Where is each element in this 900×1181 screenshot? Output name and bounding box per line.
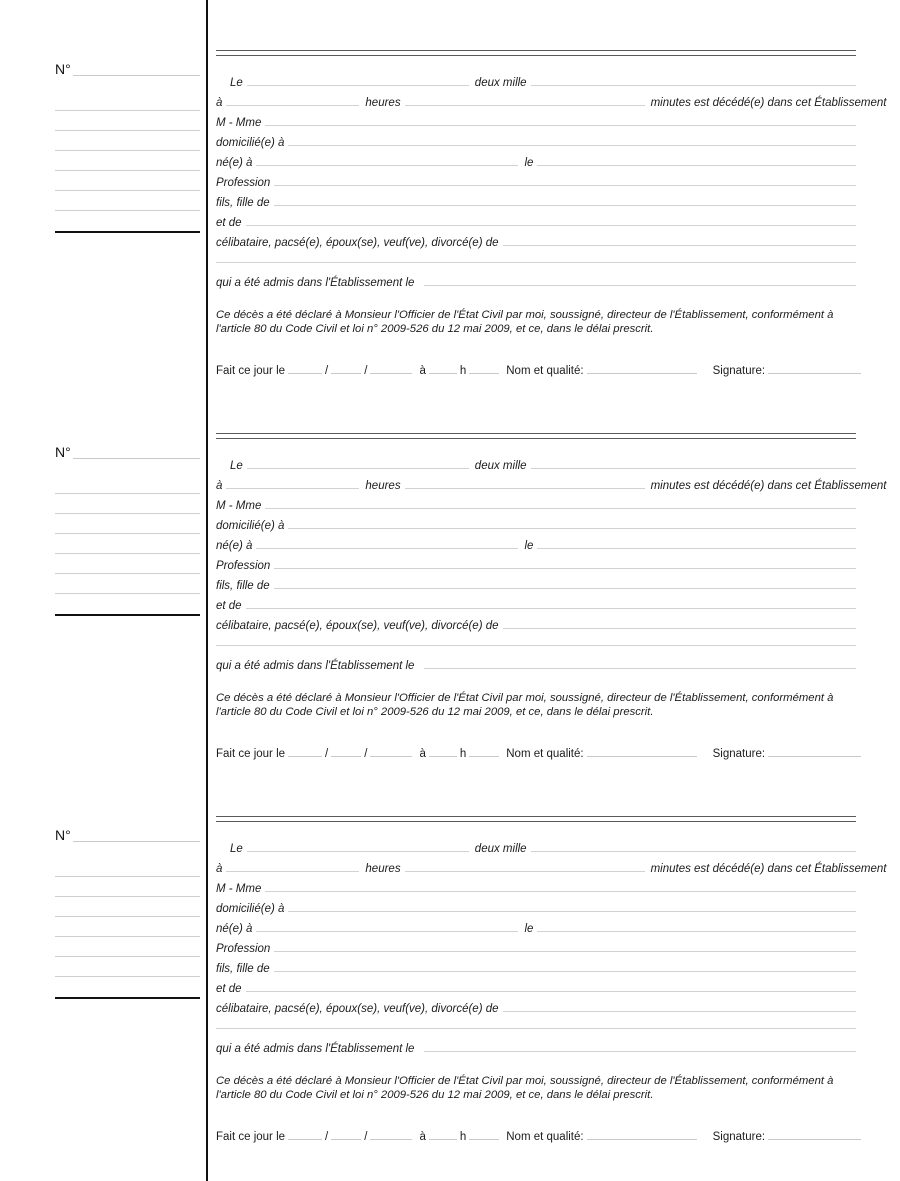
label-le: Le [230, 77, 243, 89]
input-date-naissance[interactable] [537, 920, 856, 932]
stub-blank-line[interactable] [55, 493, 200, 494]
input-nom[interactable] [265, 880, 856, 892]
field-row-date [216, 457, 856, 473]
label-etat-civil: célibataire, pacsé(e), époux(se), veuf(ve), divorcé(e) de [216, 620, 499, 632]
label-minutes-deces: minutes est décédé(e) dans cet Établissement [650, 480, 887, 492]
input-filiation-2[interactable] [246, 980, 856, 992]
stub-blank-line[interactable] [55, 876, 200, 877]
record-block [0, 812, 900, 1181]
record-form [206, 46, 900, 429]
label-ne-a: né(e) à [216, 157, 253, 169]
input-lieu-naissance[interactable] [256, 537, 518, 549]
field-row-date [216, 74, 856, 90]
input-nom-qualite[interactable] [587, 1127, 697, 1140]
label-profession: Profession [216, 560, 271, 572]
label-a-heure: à [216, 480, 223, 492]
field-row-domicile [216, 900, 856, 916]
input-annee[interactable] [531, 457, 856, 469]
stub-blank-line[interactable] [55, 936, 200, 937]
input-etat-civil-continuation[interactable] [216, 262, 856, 263]
declaration-paragraph: Ce décès a été déclaré à Monsieur l'Officier de l'État Civil par moi, soussigné, directeur de l'Établissement, conformément à l'article 80 du Code Civil et loi n° 2009-526 du 12 mai 2009, et ce, dans le délai prescrit. [216, 309, 834, 335]
input-minutes[interactable] [405, 94, 645, 106]
label-fait-ce-jour-le: Fait ce jour le [216, 365, 286, 377]
declaration-paragraph: Ce décès a été déclaré à Monsieur l'Officier de l'État Civil par moi, soussigné, directeur de l'Établissement, conformément à l'article 80 du Code Civil et loi n° 2009-526 du 12 mai 2009, et ce, dans le délai prescrit. [216, 692, 834, 718]
input-nom[interactable] [265, 114, 856, 126]
label-et-de: et de [216, 217, 242, 229]
input-date-naissance[interactable] [537, 154, 856, 166]
label-m-mme: M - Mme [216, 117, 262, 129]
label-fils-fille-de: fils, fille de [216, 197, 270, 209]
stub-number-row[interactable] [55, 828, 200, 842]
field-row-naissance [216, 920, 856, 936]
label-m-mme: M - Mme [216, 500, 262, 512]
input-minute-footer[interactable] [469, 361, 499, 374]
stub-number-label: N° [55, 444, 71, 460]
field-row-nom [216, 114, 856, 130]
record-top-double-rule [216, 816, 856, 822]
label-signature: Signature: [712, 365, 766, 377]
label-et-de: et de [216, 600, 242, 612]
field-row-profession [216, 940, 856, 956]
input-annee-footer[interactable] [370, 361, 412, 374]
input-etat-civil[interactable] [503, 1000, 856, 1012]
input-signature[interactable] [768, 1127, 861, 1140]
input-heures[interactable] [226, 477, 359, 489]
label-nom-et-qualite: Nom et qualité: [506, 748, 584, 760]
input-annee[interactable] [531, 74, 856, 86]
input-nom[interactable] [265, 497, 856, 509]
input-filiation-1[interactable] [274, 194, 856, 206]
field-row-filiation-1 [216, 960, 856, 976]
stub-blank-line[interactable] [55, 190, 200, 191]
field-row-etat-civil [216, 617, 856, 633]
input-jour[interactable] [288, 361, 322, 374]
stub-blank-line[interactable] [55, 956, 200, 957]
input-le-date[interactable] [247, 457, 469, 469]
input-domicile[interactable] [288, 134, 856, 146]
input-lieu-naissance[interactable] [256, 154, 518, 166]
label-h: h [459, 365, 467, 377]
input-etat-civil-continuation[interactable] [216, 1028, 856, 1029]
label-heures: heures [365, 480, 401, 492]
label-a-footer: à [419, 365, 426, 377]
field-row-admission [216, 1040, 856, 1056]
top-rule-upper [216, 816, 856, 817]
record-form [206, 812, 900, 1181]
label-le: Le [230, 843, 243, 855]
record-stub [0, 429, 206, 812]
label-heures: heures [365, 97, 401, 109]
top-rule-upper [216, 433, 856, 434]
field-row-heure [216, 477, 896, 493]
label-minutes-deces: minutes est décédé(e) dans cet Établissement [650, 97, 887, 109]
input-date-naissance[interactable] [537, 537, 856, 549]
footer-signature-row [216, 361, 861, 378]
label-m-mme: M - Mme [216, 883, 262, 895]
field-row-profession [216, 174, 856, 190]
input-domicile[interactable] [288, 517, 856, 529]
label-admission: qui a été admis dans l'Établissement le [216, 1043, 415, 1055]
label-h: h [459, 748, 467, 760]
label-le-naissance: le [524, 157, 534, 169]
label-admission: qui a été admis dans l'Établissement le [216, 660, 415, 672]
top-rule-lower [216, 438, 856, 439]
input-annee[interactable] [531, 840, 856, 852]
footer-signature-row [216, 1127, 861, 1144]
label-domicilie: domicilié(e) à [216, 520, 285, 532]
label-a-footer: à [419, 748, 426, 760]
label-domicilie: domicilié(e) à [216, 903, 285, 915]
stub-blank-line[interactable] [55, 110, 200, 111]
input-signature[interactable] [768, 361, 861, 374]
label-ne-a: né(e) à [216, 540, 253, 552]
label-a-footer: à [419, 1131, 426, 1143]
record-stub [0, 46, 206, 429]
stub-blank-line[interactable] [55, 170, 200, 171]
input-heure-footer[interactable] [429, 361, 457, 374]
field-row-etat-civil [216, 234, 856, 250]
input-jour[interactable] [288, 744, 322, 757]
label-minutes-deces: minutes est décédé(e) dans cet Établissement [650, 863, 887, 875]
stub-blank-line[interactable] [55, 573, 200, 574]
record-top-double-rule [216, 50, 856, 56]
label-slash-2: / [364, 1131, 368, 1143]
field-row-nom [216, 880, 856, 896]
label-admission: qui a été admis dans l'Établissement le [216, 277, 415, 289]
field-row-etat-civil [216, 1000, 856, 1016]
label-domicilie: domicilié(e) à [216, 137, 285, 149]
label-slash-2: / [364, 365, 368, 377]
stub-number-label: N° [55, 827, 71, 843]
stub-blank-line[interactable] [55, 593, 200, 594]
label-deux-mille: deux mille [474, 843, 527, 855]
input-nom-qualite[interactable] [587, 744, 697, 757]
input-heures[interactable] [226, 860, 359, 872]
input-heure-footer[interactable] [429, 744, 457, 757]
input-signature[interactable] [768, 744, 861, 757]
input-minutes[interactable] [405, 860, 645, 872]
stub-blank-line[interactable] [55, 150, 200, 151]
field-row-profession [216, 557, 856, 573]
declaration-paragraph: Ce décès a été déclaré à Monsieur l'Officier de l'État Civil par moi, soussigné, directeur de l'Établissement, conformément à l'article 80 du Code Civil et loi n° 2009-526 du 12 mai 2009, et ce, dans le délai prescrit. [216, 1075, 834, 1101]
top-rule-lower [216, 55, 856, 56]
stub-number-label: N° [55, 61, 71, 77]
label-nom-et-qualite: Nom et qualité: [506, 1131, 584, 1143]
input-heures[interactable] [226, 94, 359, 106]
label-et-de: et de [216, 983, 242, 995]
stub-bottom-border [55, 614, 200, 616]
label-nom-et-qualite: Nom et qualité: [506, 365, 584, 377]
record-top-double-rule [216, 433, 856, 439]
record-block [0, 46, 900, 429]
label-fait-ce-jour-le: Fait ce jour le [216, 1131, 286, 1143]
label-fils-fille-de: fils, fille de [216, 580, 270, 592]
input-filiation-2[interactable] [246, 214, 856, 226]
input-mois[interactable] [331, 1127, 361, 1140]
stub-blank-line[interactable] [55, 513, 200, 514]
input-annee-footer[interactable] [370, 1127, 412, 1140]
input-etat-civil[interactable] [503, 617, 856, 629]
input-minutes[interactable] [405, 477, 645, 489]
top-rule-upper [216, 50, 856, 51]
label-a-heure: à [216, 97, 223, 109]
input-etat-civil[interactable] [503, 234, 856, 246]
input-minute-footer[interactable] [469, 744, 499, 757]
stub-bottom-border [55, 231, 200, 233]
input-date-admission[interactable] [424, 274, 856, 286]
field-row-filiation-2 [216, 597, 856, 613]
label-ne-a: né(e) à [216, 923, 253, 935]
label-signature: Signature: [712, 748, 766, 760]
field-row-admission [216, 657, 856, 673]
stub-blank-line[interactable] [55, 896, 200, 897]
footer-signature-row [216, 744, 861, 761]
stub-number-input-rule[interactable] [73, 445, 200, 459]
input-mois[interactable] [331, 361, 361, 374]
input-filiation-1[interactable] [274, 577, 856, 589]
label-deux-mille: deux mille [474, 77, 527, 89]
field-row-domicile [216, 134, 856, 150]
field-row-naissance [216, 537, 856, 553]
input-annee-footer[interactable] [370, 744, 412, 757]
stub-blank-line[interactable] [55, 916, 200, 917]
field-row-date [216, 840, 856, 856]
input-jour[interactable] [288, 1127, 322, 1140]
label-etat-civil: célibataire, pacsé(e), époux(se), veuf(ve), divorcé(e) de [216, 237, 499, 249]
stub-number-row[interactable] [55, 445, 200, 459]
label-profession: Profession [216, 943, 271, 955]
label-le: Le [230, 460, 243, 472]
top-rule-lower [216, 821, 856, 822]
input-le-date[interactable] [247, 840, 469, 852]
label-h: h [459, 1131, 467, 1143]
input-date-admission[interactable] [424, 1040, 856, 1052]
input-minute-footer[interactable] [469, 1127, 499, 1140]
input-heure-footer[interactable] [429, 1127, 457, 1140]
stub-blank-line[interactable] [55, 210, 200, 211]
input-profession[interactable] [274, 174, 856, 186]
input-date-admission[interactable] [424, 657, 856, 669]
input-profession[interactable] [274, 557, 856, 569]
input-le-date[interactable] [247, 74, 469, 86]
label-signature: Signature: [712, 1131, 766, 1143]
field-row-filiation-2 [216, 980, 856, 996]
input-lieu-naissance[interactable] [256, 920, 518, 932]
field-row-nom [216, 497, 856, 513]
input-etat-civil-continuation[interactable] [216, 645, 856, 646]
label-deux-mille: deux mille [474, 460, 527, 472]
stub-number-input-rule[interactable] [73, 828, 200, 842]
field-row-filiation-2 [216, 214, 856, 230]
label-slash-1: / [325, 748, 329, 760]
record-form [206, 429, 900, 812]
record-stub [0, 812, 206, 1181]
label-a-heure: à [216, 863, 223, 875]
field-row-domicile [216, 517, 856, 533]
stub-blank-line[interactable] [55, 553, 200, 554]
field-row-heure [216, 94, 896, 110]
stub-blank-line[interactable] [55, 976, 200, 977]
label-fils-fille-de: fils, fille de [216, 963, 270, 975]
stub-number-row[interactable] [55, 62, 200, 76]
label-etat-civil: célibataire, pacsé(e), époux(se), veuf(ve), divorcé(e) de [216, 1003, 499, 1015]
field-row-filiation-1 [216, 577, 856, 593]
field-row-admission [216, 274, 856, 290]
stub-bottom-border [55, 997, 200, 999]
field-row-filiation-1 [216, 194, 856, 210]
label-fait-ce-jour-le: Fait ce jour le [216, 748, 286, 760]
input-nom-qualite[interactable] [587, 361, 697, 374]
label-le-naissance: le [524, 540, 534, 552]
label-slash-2: / [364, 748, 368, 760]
stub-number-input-rule[interactable] [73, 62, 200, 76]
label-slash-1: / [325, 1131, 329, 1143]
label-slash-1: / [325, 365, 329, 377]
label-heures: heures [365, 863, 401, 875]
label-le-naissance: le [524, 923, 534, 935]
input-domicile[interactable] [288, 900, 856, 912]
input-filiation-1[interactable] [274, 960, 856, 972]
input-mois[interactable] [331, 744, 361, 757]
record-block [0, 429, 900, 812]
input-filiation-2[interactable] [246, 597, 856, 609]
stub-blank-line[interactable] [55, 533, 200, 534]
field-row-naissance [216, 154, 856, 170]
label-profession: Profession [216, 177, 271, 189]
stub-blank-line[interactable] [55, 130, 200, 131]
field-row-heure [216, 860, 896, 876]
input-profession[interactable] [274, 940, 856, 952]
